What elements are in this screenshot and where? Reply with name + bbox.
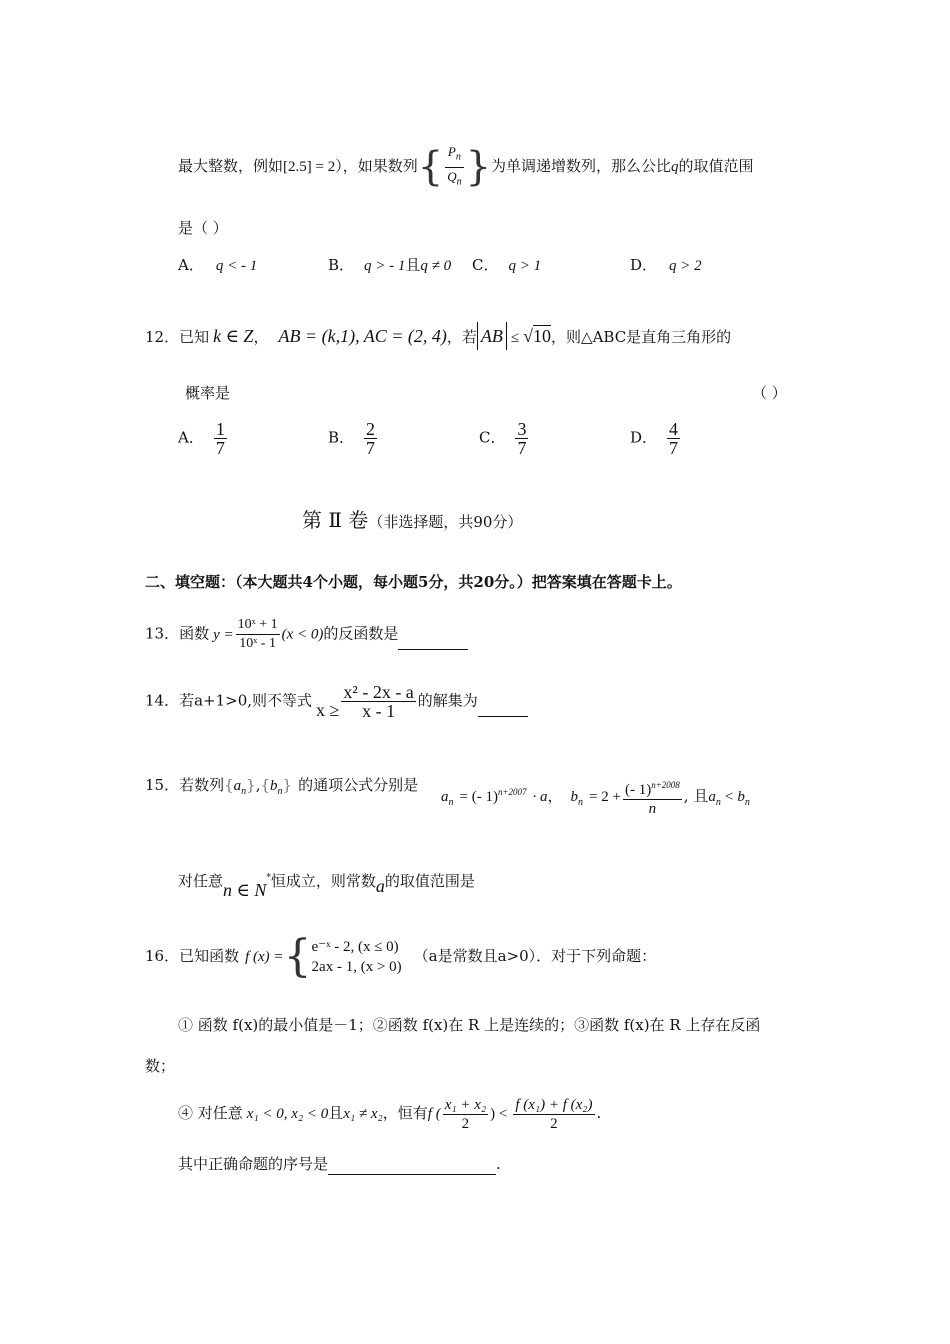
q12-option-a-num: 1 (215, 419, 225, 439)
q15-text: 恒成立，则常数 (270, 872, 376, 890)
q16-text: （a是常数且a>0）．对于下列命题： (413, 947, 657, 965)
q11-option-b-label: B． (328, 256, 355, 274)
q12-option-c (515, 420, 528, 457)
q15-sub: n (744, 797, 750, 808)
q12-paren: （ ） (752, 384, 787, 402)
left-brace-icon: { (417, 144, 444, 191)
q16-number: 16． (145, 947, 180, 965)
q11-example: [2.5] = 2 (283, 159, 336, 176)
q15-ineq-b: b (737, 789, 745, 805)
q14-fraction (341, 683, 415, 720)
q16-case2: 2ax - 1, (x > 0) (311, 959, 402, 975)
q14-answer-blank[interactable] (478, 686, 528, 717)
q12-option-b-label: B． (328, 428, 355, 447)
q13-text: 的反函数是 (323, 624, 399, 643)
q12-comma: ， (253, 328, 269, 346)
q11-option-b-cond: q ≠ 0 (420, 258, 452, 274)
q15-an-formula: = (- 1) (459, 789, 498, 805)
q14-lhs: x ≥ (316, 699, 340, 720)
q15-bn-num: (- 1) (624, 782, 652, 798)
q11-options (178, 255, 257, 276)
q12-abs: AB (477, 322, 507, 350)
q15-number: 15． (145, 776, 180, 794)
q15-sub: n (448, 797, 454, 808)
q14-text: 的解集为 (417, 691, 478, 710)
q15-an-exp: n+2007 (497, 787, 527, 797)
q14-frac-num: x² - 2x - a (343, 682, 414, 702)
q11-text: 为单调递增数列，那么公比 (491, 157, 672, 176)
part2-subtitle: （非选择题，共90分） (368, 513, 523, 531)
q16-line4 (178, 1093, 601, 1134)
q15-n-in: n ∈ N (223, 880, 267, 900)
q11-text: 最大整数，例如 (178, 157, 284, 176)
q15-sub: n (578, 797, 584, 808)
q12-text: 已知 (179, 328, 210, 346)
q12-line2: 概率是 (185, 384, 231, 402)
q15-sub: n (715, 797, 721, 808)
q16-cond: x₁ < 0, x₂ < 0 (246, 1106, 329, 1122)
q14-line (145, 683, 528, 725)
q16-line1 (145, 931, 657, 982)
q15-line1: 15．若数列$\{a_n\},\{b_n\}$ 的通项公式分别是 (145, 776, 419, 797)
q15-bn-formula: = 2 + (589, 789, 621, 805)
q12-option-c-label: C． (479, 428, 506, 447)
q16-period: . (496, 1155, 501, 1173)
q15-an-tail: · a (532, 789, 548, 805)
q16-text: ，恒有 (382, 1104, 428, 1122)
q11-option-b-and: 且 (405, 256, 421, 274)
q12-line1 (145, 326, 731, 348)
q15-an: a (441, 789, 449, 805)
q14-text: 若a+1>0,则不等式 (179, 691, 313, 710)
q14-number: 14． (145, 691, 180, 710)
q13-y: y = (213, 626, 234, 643)
q11-line1 (178, 143, 754, 191)
q12-option-a (214, 420, 227, 457)
q14-frac-den: x - 1 (362, 701, 396, 721)
q12-cond2: AB = (k,1), AC = (2, 4) (278, 326, 447, 346)
q15-sub: n (241, 786, 247, 797)
q13-number: 13． (145, 624, 180, 643)
q15-bn-den: n (648, 801, 657, 817)
q12-option-b-den: 7 (366, 438, 376, 458)
q11-option-d-row (630, 255, 702, 276)
q16-lhs-num: x₁ + x₂ (444, 1096, 487, 1113)
q16-text: 已知函数 (179, 947, 240, 965)
q12-option-d (667, 420, 680, 457)
q15-text: 若数列 (179, 776, 225, 794)
q16-and: 且 (328, 1104, 344, 1122)
q16-lhs-f: f ( (427, 1106, 441, 1122)
q16-neq: x₁ ≠ x₂ (343, 1106, 383, 1122)
q12-option-d-label: D． (630, 428, 658, 447)
q15-bn-fraction (623, 776, 682, 818)
q11-option-d: q > 2 (669, 258, 702, 274)
q16-fx: f (x) = (245, 949, 284, 965)
q16-rhs-den: 2 (550, 1115, 558, 1132)
q11-option-b: q > - 1 (364, 258, 406, 274)
q15-text: 对任意 (178, 872, 224, 890)
q15-const-a: a (375, 876, 385, 896)
q11-option-a: q < - 1 (215, 258, 258, 274)
q12-option-b-row (328, 420, 379, 457)
q11-option-c-label: C． (472, 256, 499, 274)
sqrt-icon: √ (523, 326, 534, 346)
q16-line2: ① 函数 f(x)的最小值是－1；②函数 f(x)在 R 上是连续的；③函数 f(x)在 R 上存在反函 (178, 1016, 761, 1034)
q11-text: ），如果数列 (335, 157, 418, 176)
q13-text: 函数 (179, 624, 210, 643)
q12-option-d-den: 7 (669, 438, 679, 458)
q15-text: , 且 (683, 787, 709, 805)
part2-heading (302, 507, 522, 535)
q12-option-c-num: 3 (517, 419, 527, 439)
q11-option-a-label: A． (178, 256, 204, 274)
q13-frac-num: 10ˣ + 1 (236, 616, 280, 635)
q15-formulas: $a_n$ = (- 1)$^{n+2007}$ · a， $b_n = 2$ + $\frac{(- 1)^{n+2008}}{n}$ , 且$a_n < b_n$ (441, 772, 750, 823)
q16-line3: 数； (145, 1057, 176, 1075)
section2-heading: 二、填空题：（本大题共4个小题，每小题5分，共20分。）把答案填在答题卡上。 (145, 573, 682, 591)
q15-sub: n (277, 786, 283, 797)
q12-le: ≤ (510, 330, 520, 346)
q15-bn: b (570, 789, 579, 805)
q15-bn-exp: n+2008 (651, 780, 680, 790)
q16-answer-blank[interactable] (328, 1154, 496, 1175)
q11-sub: n (455, 151, 461, 163)
right-brace-icon: } (282, 776, 293, 794)
q12-cond1: k ∈ Z (213, 326, 254, 346)
q16-lhs-den: 2 (461, 1115, 470, 1132)
q16-rhs-fraction (513, 1096, 594, 1133)
q15-star: * (266, 873, 271, 883)
q12-text: ，则△ABC是直角三角形的 (551, 328, 732, 346)
left-brace-icon: { (260, 776, 271, 794)
left-brace-icon: { (224, 776, 234, 794)
q11-option-b-row (328, 255, 451, 276)
q12-option-d-num: 4 (669, 419, 679, 439)
q15-text: 的取值范围是 (384, 872, 475, 890)
q11-line2: 是（ ） (178, 219, 228, 237)
q11-text: 的取值范围 (678, 157, 754, 176)
q13-line (145, 616, 468, 653)
q13-frac-den: 10ˣ - 1 (239, 636, 276, 651)
q11-option-c-row (472, 255, 541, 276)
q12-option-c-row (479, 420, 530, 457)
q13-answer-blank[interactable] (398, 619, 468, 650)
q15-text: 的通项公式分别是 (298, 776, 419, 794)
q11-sub: n (456, 176, 462, 188)
left-brace-icon: { (283, 931, 312, 982)
q15-seq-a: a (233, 778, 242, 794)
q11-var: q (671, 159, 679, 176)
q15-ineq-a: a (708, 789, 716, 805)
q16-rhs-num: f (x₁) + f (x₂) (515, 1096, 593, 1113)
q15-line2 (178, 866, 475, 902)
q12-number: 12． (145, 328, 180, 346)
q12-option-d-row (630, 420, 682, 457)
q16-case1: e⁻ˣ - 2, (x ≤ 0) (311, 939, 399, 955)
q16-period: . (596, 1104, 602, 1122)
right-brace-icon: } (465, 144, 492, 191)
q16-lhs-fraction (443, 1096, 488, 1133)
q12-option-a-row (178, 420, 229, 457)
q13-cond: (x < 0) (281, 626, 324, 643)
right-brace-icon: } (246, 776, 256, 794)
q13-fraction (236, 616, 280, 653)
q15-ineq: < (724, 789, 734, 805)
q11-option-d-label: D． (630, 256, 658, 274)
q12-sqrt: 10 (533, 326, 552, 346)
q11-seq-den: Q (447, 168, 457, 184)
q16-line5 (178, 1154, 501, 1175)
q11-option-c: q > 1 (508, 258, 542, 274)
q11-seq-fraction (445, 143, 463, 191)
q12-text: ，若 (446, 328, 477, 346)
q15-seq-b: b (270, 778, 278, 794)
q12-option-a-label: A． (178, 428, 204, 447)
q12-option-b (364, 420, 377, 457)
q16-lhs-close: ) < (490, 1106, 508, 1122)
q12-option-b-num: 2 (366, 419, 376, 439)
q16-piecewise (312, 937, 402, 977)
q12-option-a-den: 7 (215, 438, 225, 458)
part2-title: 第 Ⅱ 卷 (302, 508, 369, 532)
q12-option-c-den: 7 (517, 438, 527, 458)
q11-seq-num: P (447, 144, 456, 159)
q16-text: ④ 对任意 (178, 1104, 243, 1122)
q16-text: 其中正确命题的序号是 (178, 1155, 329, 1173)
